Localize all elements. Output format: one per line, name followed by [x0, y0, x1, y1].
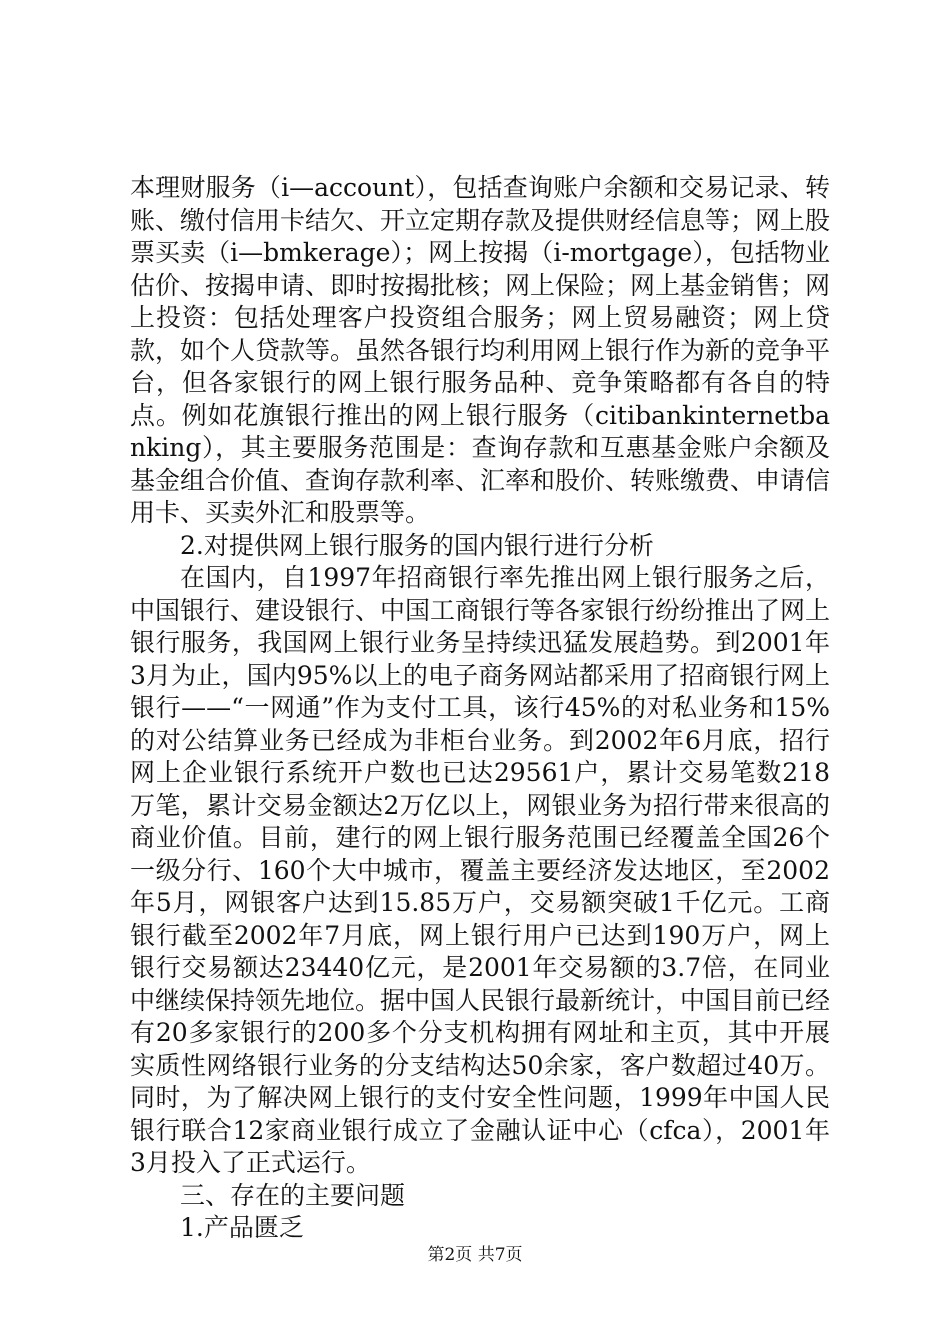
page-footer: 第2页 共7页	[427, 1245, 523, 1265]
paragraph-domestic-bank-analysis: 在国内，自1997年招商银行率先推出网上银行服务之后，中国银行、建设银行、中国工商银行等各家银行纷纷推出了网上银行服务，我国网上银行业务呈持续迅猛发展趋势。到2001年3月为止，国内95%以上的电子商务网站都采用了招商银行网上银行——“一网通”作为支付工具，该行45%的对私业务和15%的对公结算业务已经成为非柜台业务。到2002年6月底，招行网上企业银行系统开户数也已达29561户，累计交易笔数218万笔，累计交易金额达2万亿以上，网银业务为招行带来很高的商业价值。目前，建行的网上银行服务范围已经覆盖全国26个一级分行、160个大中城市，覆盖主要经济发达地区，至2002年5月，网银客户达到15.85万户，交易额突破1千亿元。工商银行截至2002年7月底，网上银行用户已达到190万户，网上银行交易额达23440亿元，是2001年交易额的3.7倍，在同业中继续保持领先地位。据中国人民银行最新统计，中国目前已经有20多家银行的200多个分支机构拥有网址和主页，其中开展实质性网络银行业务的分支结构达50余家，客户数超过40万。同时，为了解决网上银行的支付安全性问题，1999年中国人民银行联合12家商业银行成立了金融认证中心（cfca），2001年3月投入了正式运行。	[130, 563, 831, 1177]
document-body	[130, 172, 830, 1245]
paragraph-foreign-bank-services: 本理财服务（i—account），包括查询账户余额和交易记录、转账、缴付信用卡结欠、开立定期存款及提供财经信息等；网上股票买卖（i—bmkerage）；网上按揭（i-mortgage），包括物业估价、按揭申请、即时按揭批核；网上保险；网上基金销售；网上投资：包括处理客户投资组合服务；网上贸易融资；网上贷款，如个人贷款等。虽然各银行均利用网上银行作为新的竞争平台，但各家银行的网上银行服务品种、竞争策略都有各自的特点。例如花旗银行推出的网上银行服务（citibankinternetbanking），其主要服务范围是：查询存款和互惠基金账户余额及基金组合价值、查询存款利率、汇率和股价、转账缴费、申请信用卡、买卖外汇和股票等。	[130, 173, 831, 527]
subsection-heading-product-shortage: 1.产品匮乏	[180, 1213, 304, 1242]
section-heading-main-problems: 三、存在的主要问题	[180, 1180, 406, 1210]
section-heading-domestic-banks: 2.对提供网上银行服务的国内银行进行分析	[180, 530, 654, 560]
